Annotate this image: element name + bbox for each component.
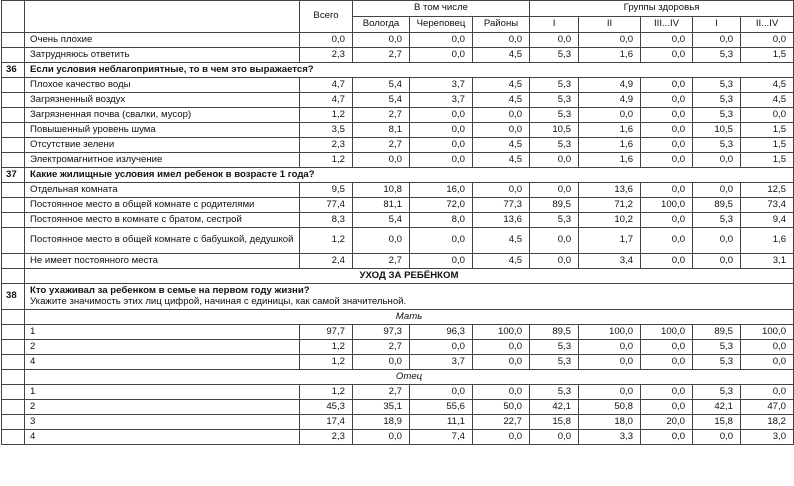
row-label: 2 — [25, 340, 300, 355]
row-value: 0,0 — [641, 254, 693, 269]
row-value: 12,5 — [741, 183, 794, 198]
row-value: 0,0 — [693, 228, 741, 254]
row-label: 1 — [25, 385, 300, 400]
row-value: 0,0 — [410, 228, 473, 254]
row-value: 4,9 — [579, 78, 641, 93]
row-value: 1,5 — [741, 138, 794, 153]
answer-row — [2, 33, 794, 48]
header-col-group-1: I — [530, 17, 579, 33]
answer-row — [2, 228, 794, 254]
row-value: 4,5 — [741, 78, 794, 93]
header-col-districts: Районы — [473, 17, 530, 33]
row-value: 0,0 — [530, 228, 579, 254]
row-value: 0,0 — [473, 430, 530, 445]
row-num-cell — [2, 198, 25, 213]
row-value: 13,6 — [579, 183, 641, 198]
row-value: 4,7 — [300, 93, 353, 108]
row-value: 8,0 — [410, 213, 473, 228]
row-value: 2,4 — [300, 254, 353, 269]
row-value: 89,5 — [693, 198, 741, 213]
row-num-cell — [2, 400, 25, 415]
row-num-cell — [2, 213, 25, 228]
subgroup-title: Отец — [25, 370, 794, 385]
row-value: 5,3 — [530, 78, 579, 93]
row-value: 100,0 — [473, 325, 530, 340]
row-num-cell — [2, 325, 25, 340]
row-value: 0,0 — [473, 355, 530, 370]
row-num-cell — [2, 415, 25, 430]
row-value: 50,0 — [473, 400, 530, 415]
row-value: 5,3 — [693, 108, 741, 123]
row-value: 22,7 — [473, 415, 530, 430]
row-value: 4,5 — [473, 48, 530, 63]
header-col-group-3-4: III...IV — [641, 17, 693, 33]
row-value: 1,2 — [300, 355, 353, 370]
row-value: 1,6 — [579, 138, 641, 153]
answer-row — [2, 78, 794, 93]
row-value: 0,0 — [641, 355, 693, 370]
row-value: 0,0 — [641, 78, 693, 93]
row-value: 17,4 — [300, 415, 353, 430]
row-value: 0,0 — [353, 430, 410, 445]
row-value: 0,0 — [530, 153, 579, 168]
row-value: 3,4 — [579, 254, 641, 269]
row-label: Затрудняюсь ответить — [25, 48, 300, 63]
row-num-cell — [2, 269, 25, 284]
row-value: 5,3 — [693, 138, 741, 153]
row-value: 71,2 — [579, 198, 641, 213]
row-value: 2,7 — [353, 385, 410, 400]
row-label: Постоянное место в общей комнате с родителями — [25, 198, 300, 213]
row-value: 0,0 — [473, 108, 530, 123]
row-value: 77,3 — [473, 198, 530, 213]
row-value: 15,8 — [693, 415, 741, 430]
row-value: 0,0 — [579, 355, 641, 370]
row-label: Электромагнитное излучение — [25, 153, 300, 168]
row-label: Постоянное место в общей комнате с бабушкой, дедушкой — [25, 228, 300, 254]
row-value: 0,0 — [641, 153, 693, 168]
row-value: 1,6 — [579, 123, 641, 138]
row-value: 45,3 — [300, 400, 353, 415]
row-value: 1,6 — [579, 48, 641, 63]
row-value: 0,0 — [641, 400, 693, 415]
row-num-cell — [2, 108, 25, 123]
row-value: 2,7 — [353, 108, 410, 123]
row-value: 0,0 — [300, 33, 353, 48]
row-value: 1,5 — [741, 153, 794, 168]
row-value: 5,3 — [693, 78, 741, 93]
answer-row — [2, 108, 794, 123]
row-value: 81,1 — [353, 198, 410, 213]
row-value: 0,0 — [741, 340, 794, 355]
answer-row — [2, 355, 794, 370]
row-value: 13,6 — [473, 213, 530, 228]
answer-row — [2, 385, 794, 400]
row-value: 8,1 — [353, 123, 410, 138]
row-value: 0,0 — [473, 183, 530, 198]
subgroup-title: Мать — [25, 310, 794, 325]
row-value: 5,3 — [530, 213, 579, 228]
row-value: 5,3 — [693, 385, 741, 400]
row-num-cell — [2, 33, 25, 48]
row-value: 0,0 — [693, 430, 741, 445]
row-value: 0,0 — [410, 153, 473, 168]
question-number: 36 — [2, 63, 25, 78]
row-value: 5,3 — [530, 108, 579, 123]
row-value: 0,0 — [641, 123, 693, 138]
row-value: 2,7 — [353, 254, 410, 269]
answer-row — [2, 183, 794, 198]
row-value: 18,2 — [741, 415, 794, 430]
row-label: Отсутствие зелени — [25, 138, 300, 153]
answer-row — [2, 93, 794, 108]
row-value: 5,3 — [693, 48, 741, 63]
row-value: 1,2 — [300, 385, 353, 400]
row-value: 0,0 — [693, 254, 741, 269]
row-value: 9,4 — [741, 213, 794, 228]
row-label: Загрязненная почва (свалки, мусор) — [25, 108, 300, 123]
section-title: УХОД ЗА РЕБЁНКОМ — [25, 269, 794, 284]
row-value: 5,3 — [530, 93, 579, 108]
header-col-group-2-4: II...IV — [741, 17, 794, 33]
answer-row — [2, 198, 794, 213]
question-row — [2, 168, 794, 183]
row-value: 0,0 — [693, 153, 741, 168]
row-label: Очень плохие — [25, 33, 300, 48]
row-value: 0,0 — [641, 385, 693, 400]
row-value: 5,4 — [353, 213, 410, 228]
row-value: 97,7 — [300, 325, 353, 340]
row-value: 0,0 — [741, 33, 794, 48]
row-label: Постоянное место в комнате с братом, сестрой — [25, 213, 300, 228]
row-value: 5,3 — [530, 48, 579, 63]
row-value: 100,0 — [579, 325, 641, 340]
answer-row — [2, 138, 794, 153]
question-cell — [25, 168, 794, 183]
row-label: Плохое качество воды — [25, 78, 300, 93]
row-num-cell — [2, 228, 25, 254]
row-value: 50,8 — [579, 400, 641, 415]
row-value: 0,0 — [410, 340, 473, 355]
row-value: 0,0 — [353, 355, 410, 370]
question-note: Укажите значимость этих лиц цифрой, начиная с единицы, как самой значительной. — [30, 295, 407, 307]
row-value: 0,0 — [410, 254, 473, 269]
row-value: 55,6 — [410, 400, 473, 415]
row-value: 0,0 — [641, 48, 693, 63]
row-value: 2,7 — [353, 340, 410, 355]
row-value: 4,5 — [741, 93, 794, 108]
row-label: 4 — [25, 355, 300, 370]
row-label: 3 — [25, 415, 300, 430]
survey-table — [1, 0, 794, 445]
row-value: 1,5 — [741, 123, 794, 138]
row-label: Отдельная комната — [25, 183, 300, 198]
row-value: 0,0 — [741, 108, 794, 123]
answer-row — [2, 400, 794, 415]
subgroup-row — [2, 310, 794, 325]
row-num-cell — [2, 430, 25, 445]
row-value: 2,3 — [300, 138, 353, 153]
row-value: 0,0 — [641, 108, 693, 123]
answer-row — [2, 254, 794, 269]
row-value: 1,7 — [579, 228, 641, 254]
row-label: 4 — [25, 430, 300, 445]
row-value: 0,0 — [641, 213, 693, 228]
row-value: 18,9 — [353, 415, 410, 430]
row-value: 5,4 — [353, 93, 410, 108]
row-num-cell — [2, 370, 25, 385]
header-num-cell — [2, 1, 25, 33]
row-value: 0,0 — [473, 33, 530, 48]
row-value: 0,0 — [641, 228, 693, 254]
row-value: 3,0 — [741, 430, 794, 445]
row-value: 77,4 — [300, 198, 353, 213]
row-value: 3,7 — [410, 355, 473, 370]
row-value: 16,0 — [410, 183, 473, 198]
row-value: 3,3 — [579, 430, 641, 445]
question-row — [2, 63, 794, 78]
header-col-cherepovets: Череповец — [410, 17, 473, 33]
question-number: 38 — [2, 284, 25, 310]
row-value: 3,7 — [410, 93, 473, 108]
row-value: 3,1 — [741, 254, 794, 269]
row-value: 0,0 — [579, 33, 641, 48]
row-value: 0,0 — [473, 340, 530, 355]
question-cell — [25, 63, 794, 78]
row-num-cell — [2, 385, 25, 400]
row-num-cell — [2, 153, 25, 168]
row-value: 1,2 — [300, 153, 353, 168]
row-label: Загрязненный воздух — [25, 93, 300, 108]
answer-row — [2, 340, 794, 355]
row-value: 5,3 — [693, 213, 741, 228]
question-number: 37 — [2, 168, 25, 183]
row-value: 0,0 — [410, 138, 473, 153]
row-value: 35,1 — [353, 400, 410, 415]
row-value: 4,5 — [473, 254, 530, 269]
row-value: 0,0 — [530, 254, 579, 269]
row-value: 0,0 — [410, 33, 473, 48]
question-cell — [25, 284, 794, 310]
row-value: 1,6 — [741, 228, 794, 254]
answer-row — [2, 325, 794, 340]
header-col-group-1b: I — [693, 17, 741, 33]
row-label: 1 — [25, 325, 300, 340]
row-value: 18,0 — [579, 415, 641, 430]
question-title: Кто ухаживал за ребенком в семье на первом году жизни? — [30, 284, 310, 296]
row-num-cell — [2, 254, 25, 269]
row-value: 5,3 — [693, 340, 741, 355]
row-num-cell — [2, 78, 25, 93]
row-value: 0,0 — [641, 430, 693, 445]
row-value: 4,5 — [473, 93, 530, 108]
row-value: 10,8 — [353, 183, 410, 198]
row-value: 10,2 — [579, 213, 641, 228]
row-value: 0,0 — [410, 108, 473, 123]
row-value: 4,5 — [473, 228, 530, 254]
row-value: 20,0 — [641, 415, 693, 430]
row-value: 0,0 — [741, 385, 794, 400]
row-value: 1,5 — [741, 48, 794, 63]
row-value: 5,4 — [353, 78, 410, 93]
row-value: 5,3 — [530, 385, 579, 400]
row-value: 0,0 — [353, 228, 410, 254]
row-value: 1,2 — [300, 340, 353, 355]
row-value: 2,3 — [300, 430, 353, 445]
row-value: 1,2 — [300, 228, 353, 254]
answer-row — [2, 213, 794, 228]
question-title: Какие жилищные условия имел ребенок в возрасте 1 года? — [30, 168, 315, 180]
row-num-cell — [2, 48, 25, 63]
question-title: Если условия неблагоприятные, то в чем это выражается? — [30, 63, 314, 75]
row-value: 89,5 — [530, 198, 579, 213]
row-value: 47,0 — [741, 400, 794, 415]
row-value: 5,3 — [530, 355, 579, 370]
row-num-cell — [2, 310, 25, 325]
row-num-cell — [2, 183, 25, 198]
row-num-cell — [2, 123, 25, 138]
row-value: 0,0 — [410, 385, 473, 400]
row-value: 2,3 — [300, 48, 353, 63]
row-value: 0,0 — [741, 355, 794, 370]
row-value: 0,0 — [693, 183, 741, 198]
survey-table-body — [2, 1, 794, 445]
row-value: 0,0 — [693, 33, 741, 48]
header-row-1 — [2, 1, 794, 17]
row-value: 0,0 — [530, 430, 579, 445]
header-col-group-2: II — [579, 17, 641, 33]
row-value: 8,3 — [300, 213, 353, 228]
row-value: 42,1 — [693, 400, 741, 415]
row-value: 5,3 — [693, 93, 741, 108]
row-value: 89,5 — [693, 325, 741, 340]
row-value: 73,4 — [741, 198, 794, 213]
row-value: 100,0 — [741, 325, 794, 340]
row-value: 0,0 — [410, 48, 473, 63]
row-value: 10,5 — [693, 123, 741, 138]
row-value: 0,0 — [473, 385, 530, 400]
row-value: 0,0 — [641, 33, 693, 48]
row-value: 0,0 — [353, 153, 410, 168]
header-including: В том числе — [353, 1, 530, 17]
row-value: 0,0 — [641, 340, 693, 355]
row-value: 0,0 — [530, 33, 579, 48]
row-value: 0,0 — [579, 108, 641, 123]
row-value: 0,0 — [579, 385, 641, 400]
row-value: 2,7 — [353, 48, 410, 63]
question-row — [2, 284, 794, 310]
row-num-cell — [2, 138, 25, 153]
row-value: 3,5 — [300, 123, 353, 138]
row-value: 4,5 — [473, 153, 530, 168]
row-label: 2 — [25, 400, 300, 415]
row-value: 9,5 — [300, 183, 353, 198]
row-num-cell — [2, 93, 25, 108]
row-value: 5,3 — [530, 138, 579, 153]
answer-row — [2, 48, 794, 63]
row-value: 0,0 — [410, 123, 473, 138]
row-value: 97,3 — [353, 325, 410, 340]
row-value: 4,7 — [300, 78, 353, 93]
row-value: 89,5 — [530, 325, 579, 340]
row-value: 7,4 — [410, 430, 473, 445]
row-value: 0,0 — [530, 183, 579, 198]
row-value: 0,0 — [641, 138, 693, 153]
row-value: 1,2 — [300, 108, 353, 123]
row-value: 4,5 — [473, 78, 530, 93]
row-value: 42,1 — [530, 400, 579, 415]
row-value: 5,3 — [693, 355, 741, 370]
row-value: 0,0 — [473, 123, 530, 138]
row-value: 96,3 — [410, 325, 473, 340]
row-value: 0,0 — [353, 33, 410, 48]
row-value: 15,8 — [530, 415, 579, 430]
row-label: Не имеет постоянного места — [25, 254, 300, 269]
header-health-groups: Группы здоровья — [530, 1, 794, 17]
row-num-cell — [2, 340, 25, 355]
row-value: 3,7 — [410, 78, 473, 93]
row-value: 5,3 — [530, 340, 579, 355]
header-total: Всего — [300, 1, 353, 33]
answer-row — [2, 415, 794, 430]
row-value: 4,9 — [579, 93, 641, 108]
answer-row — [2, 430, 794, 445]
row-value: 4,5 — [473, 138, 530, 153]
row-num-cell — [2, 355, 25, 370]
row-value: 0,0 — [641, 93, 693, 108]
row-value: 11,1 — [410, 415, 473, 430]
answer-row — [2, 153, 794, 168]
subgroup-row — [2, 370, 794, 385]
row-value: 0,0 — [641, 183, 693, 198]
row-value: 10,5 — [530, 123, 579, 138]
row-value: 0,0 — [579, 340, 641, 355]
row-value: 72,0 — [410, 198, 473, 213]
section-row — [2, 269, 794, 284]
header-col-vologda: Вологда — [353, 17, 410, 33]
row-value: 1,6 — [579, 153, 641, 168]
row-label: Повышенный уровень шума — [25, 123, 300, 138]
row-value: 2,7 — [353, 138, 410, 153]
header-label-cell — [25, 1, 300, 33]
row-value: 100,0 — [641, 198, 693, 213]
answer-row — [2, 123, 794, 138]
row-value: 100,0 — [641, 325, 693, 340]
